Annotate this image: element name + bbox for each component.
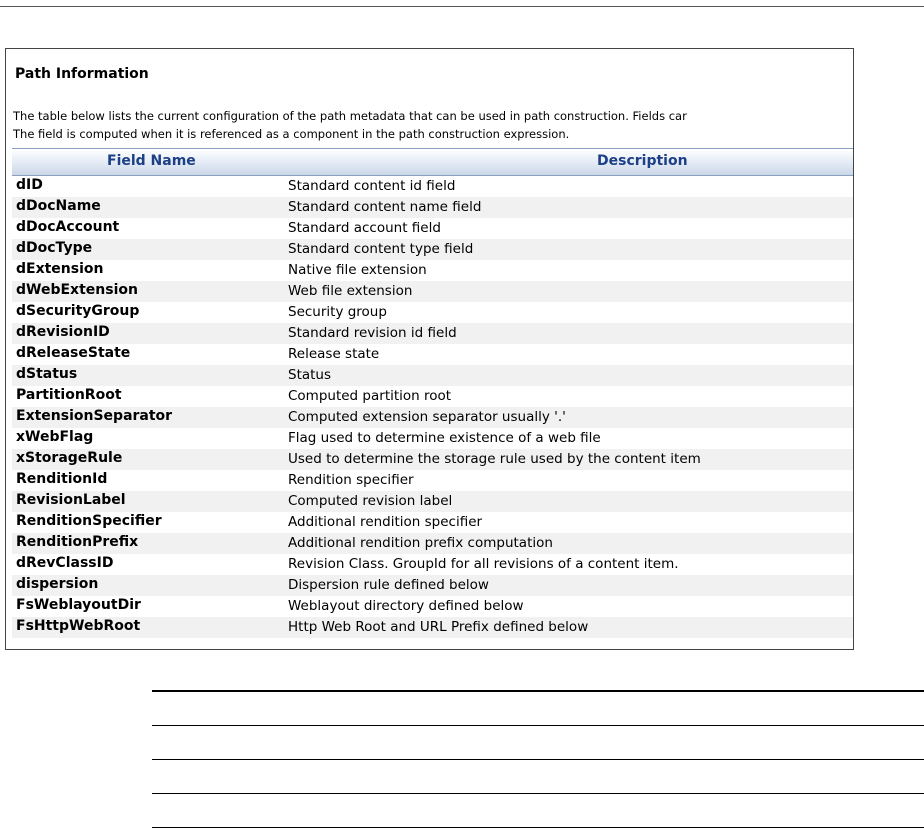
table-row [12,197,854,218]
field-name-cell: dRevClassID [16,555,114,571]
description-cell: Computed partition root [288,388,452,404]
top-rule [0,6,924,7]
field-name-cell: FsWeblayoutDir [16,597,141,613]
field-name-cell: FsHttpWebRoot [16,618,141,634]
field-name-cell: xStorageRule [16,450,123,466]
description-cell: Revision Class. GroupId for all revisions of a content item. [288,556,679,572]
description-cell: Computed revision label [288,493,453,509]
table-row [12,365,854,386]
table-row [12,281,854,302]
path-metadata-table [12,148,854,638]
table-row [12,596,854,617]
panel-title: Path Information [15,66,149,82]
document-rule [152,793,924,794]
description-cell: Computed extension separator usually '.' [288,409,566,425]
table-row [12,218,854,239]
field-name-cell: dDocName [16,198,101,214]
field-name-cell: dSecurityGroup [16,303,140,319]
field-name-cell: dStatus [16,366,78,382]
description-cell: Web file extension [288,283,413,299]
table-row [12,617,854,638]
field-name-cell: RenditionSpecifier [16,513,162,529]
description-cell: Security group [288,304,387,320]
table-row [12,407,854,428]
field-name-cell: dispersion [16,576,99,592]
table-row [12,323,854,344]
table-row [12,533,854,554]
field-name-cell: PartitionRoot [16,387,122,403]
panel-description-line-1: The table below lists the current configuration of the path metadata that can be used in path construction. Fields car [13,109,687,123]
table-row [12,239,854,260]
description-cell: Status [288,367,332,383]
field-name-cell: dReleaseState [16,345,131,361]
field-name-cell: dExtension [16,261,104,277]
field-name-cell: dID [16,177,43,193]
document-rule [152,759,924,760]
description-cell: Rendition specifier [288,472,414,488]
table-row [12,386,854,407]
field-name-cell: dDocAccount [16,219,120,235]
description-cell: Dispersion rule defined below [288,577,489,593]
description-cell: Standard revision id field [288,325,457,341]
table-row [12,575,854,596]
table-row [12,260,854,281]
document-rule [152,690,924,692]
table-row [12,302,854,323]
description-cell: Additional rendition specifier [288,514,483,530]
field-name-cell: RevisionLabel [16,492,126,508]
table-header [12,148,854,176]
description-cell: Weblayout directory defined below [288,598,524,614]
table-row [12,470,854,491]
table-row [12,176,854,197]
table-body [12,176,854,638]
table-row [12,344,854,365]
description-cell: Release state [288,346,380,362]
description-cell: Flag used to determine existence of a web file [288,430,601,446]
description-cell: Native file extension [288,262,427,278]
description-cell: Standard content id field [288,178,456,194]
description-cell: Additional rendition prefix computation [288,535,553,551]
description-cell: Used to determine the storage rule used by the content item [288,451,701,467]
document-rule [152,725,924,726]
field-name-cell: dDocType [16,240,93,256]
table-row [12,428,854,449]
description-cell: Standard content type field [288,241,474,257]
field-name-cell: RenditionPrefix [16,534,139,550]
field-name-cell: dRevisionID [16,324,110,340]
panel-description-line-2: The field is computed when it is referenced as a component in the path construction expression. [13,127,570,141]
table-row [12,449,854,470]
path-information-panel [5,48,854,650]
column-header-field-name: Field Name [107,153,196,169]
table-row [12,554,854,575]
field-name-cell: xWebFlag [16,429,94,445]
description-cell: Standard account field [288,220,441,236]
field-name-cell: ExtensionSeparator [16,408,173,424]
description-cell: Standard content name field [288,199,482,215]
description-cell: Http Web Root and URL Prefix defined below [288,619,589,635]
column-header-description: Description [597,153,688,169]
table-row [12,491,854,512]
field-name-cell: dWebExtension [16,282,138,298]
table-row [12,512,854,533]
field-name-cell: RenditionId [16,471,108,487]
